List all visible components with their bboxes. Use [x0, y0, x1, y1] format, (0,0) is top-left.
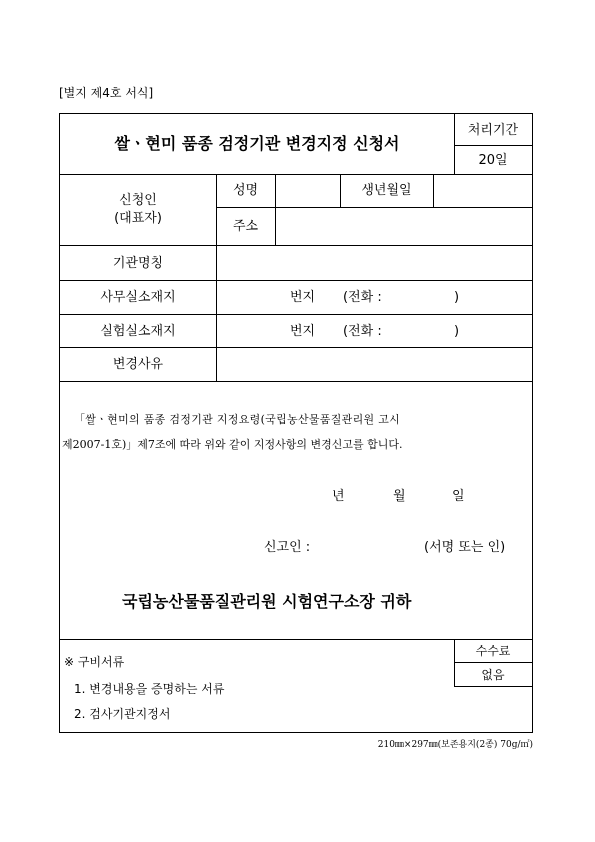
divider — [60, 347, 532, 348]
document-item: 2. 검사기관지정서 — [74, 707, 171, 721]
date-month: 월 — [393, 489, 406, 504]
office-location-label: 사무실소재지 — [100, 290, 176, 305]
divider — [454, 686, 532, 687]
statement-line-1: 「쌀ㆍ현미의 품종 검정기관 지정요령(국립농산물품질관리원 고시 — [74, 413, 401, 426]
signature-note: (서명 또는 인) — [424, 540, 506, 555]
processing-period-label: 처리기간 — [467, 123, 519, 138]
change-reason-label: 변경사유 — [112, 357, 164, 372]
fee-label: 수수료 — [475, 644, 511, 658]
document-item: 1. 변경내용을 증명하는 서류 — [74, 682, 225, 696]
addressee: 국립농산물품질관리원 시험연구소장 귀하 — [122, 592, 412, 611]
form-title: 쌀ㆍ현미 품종 검정기관 변경지정 신청서 — [114, 134, 400, 153]
lab-location-label: 실험실소재지 — [100, 324, 176, 339]
institution-name-label: 기관명칭 — [112, 256, 164, 271]
application-form — [59, 113, 533, 733]
office-lot-label: 번지 — [290, 290, 316, 305]
required-documents-heading: ※ 구비서류 — [64, 655, 125, 669]
date-day: 일 — [452, 489, 465, 504]
divider — [60, 381, 532, 382]
divider — [216, 207, 532, 208]
office-phone-label: (전화 : — [343, 290, 382, 305]
representative-label: (대표자) — [114, 211, 162, 226]
lab-lot-label: 번지 — [290, 324, 316, 339]
divider — [454, 145, 532, 146]
paper-spec-footer: 210㎜×297㎜(보존용지(2종) 70g/㎡) — [377, 740, 533, 750]
fee-value: 없음 — [481, 668, 505, 682]
divider — [454, 662, 532, 663]
divider — [60, 174, 532, 175]
address-label: 주소 — [232, 219, 259, 234]
birthdate-label: 생년월일 — [361, 183, 412, 198]
divider — [275, 174, 276, 245]
divider — [60, 245, 532, 246]
divider — [216, 174, 217, 381]
reporter-label: 신고인 : — [264, 540, 311, 555]
applicant-label: 신청인 — [119, 193, 157, 208]
name-label: 성명 — [232, 183, 259, 198]
processing-period-value: 20일 — [478, 153, 508, 168]
office-phone-close: ) — [454, 290, 460, 305]
lab-phone-close: ) — [454, 324, 460, 339]
divider — [433, 174, 434, 207]
divider — [60, 639, 532, 640]
divider — [60, 314, 532, 315]
date-year: 년 — [332, 489, 345, 504]
statement-line-2: 제2007-1호)」제7조에 따라 위와 같이 지정사항의 변경신고를 합니다. — [62, 438, 403, 451]
form-number-label: [별지 제4호 서식] — [59, 86, 154, 100]
divider — [60, 280, 532, 281]
lab-phone-label: (전화 : — [343, 324, 382, 339]
